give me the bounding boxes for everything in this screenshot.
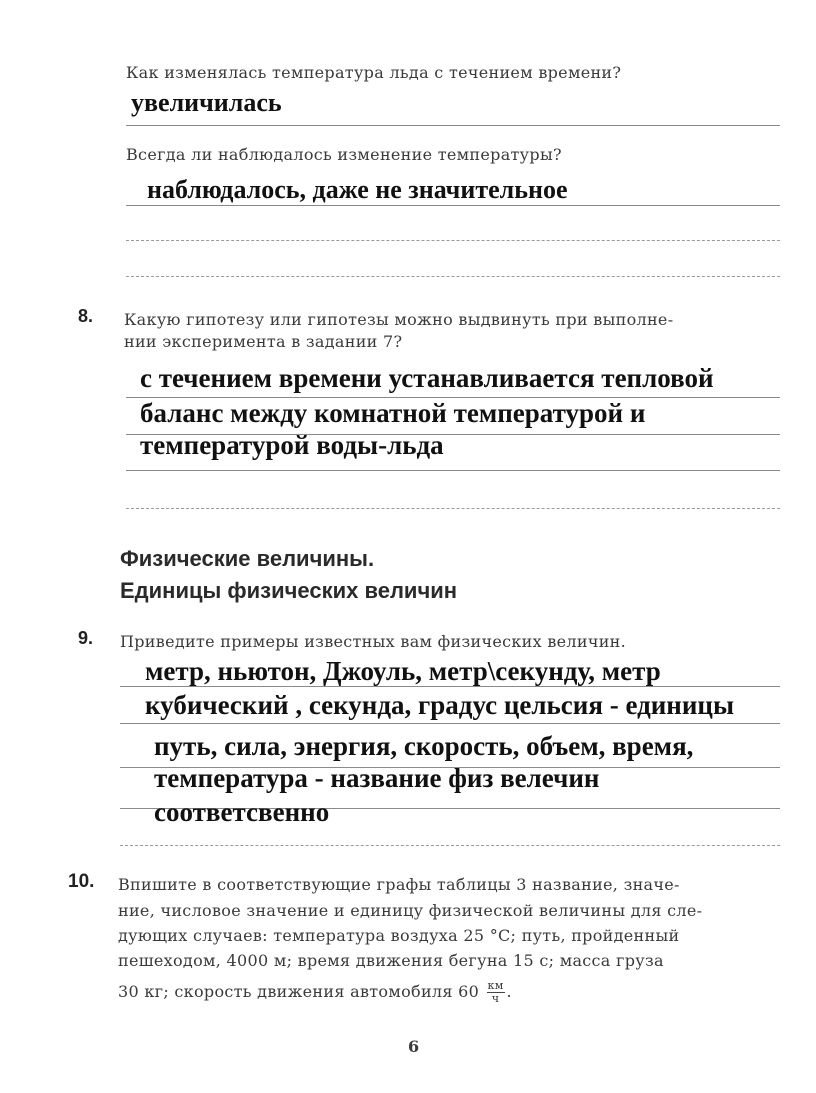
- unit-fraction: [487, 980, 505, 1005]
- answer-line: [120, 845, 780, 846]
- task8-question-line-1: Какую гипотезу или гипотезы можно выдвинуть при выполне-: [124, 310, 674, 329]
- unit-numerator: км: [487, 979, 504, 992]
- answer-line: [126, 276, 780, 277]
- task10-line-4: пешеходом, 4000 м; время движения бегуна 15 с; масса груза: [118, 951, 664, 970]
- task10-line-5-end: .: [506, 982, 512, 1001]
- answer-line: [120, 686, 780, 687]
- task-number-10: 10.: [68, 871, 95, 892]
- task8-answer-line-1: с течением времени устанавливается тепловой: [140, 363, 714, 393]
- answer-line: [126, 125, 780, 126]
- task8-answer-line-2: баланс между комнатной температурой и: [140, 398, 646, 428]
- unit-denominator: ч: [491, 992, 500, 1005]
- question-temperature-change: Всегда ли наблюдалось изменение температуры?: [126, 145, 562, 164]
- task10-line-5-text: 30 кг; скорость движения автомобиля 60: [118, 982, 480, 1001]
- task-number-9: 9.: [78, 628, 94, 648]
- section-title-line-2: Единицы физических величин: [120, 578, 458, 603]
- task10-line-5: [118, 980, 512, 1005]
- question-ice-temperature: Как изменялась температура льда с течением времени?: [126, 63, 622, 82]
- answer-line: [126, 508, 780, 509]
- answer-line: [126, 205, 780, 206]
- task8-question-line-2: нии эксперимента в задании 7?: [124, 332, 403, 351]
- answer-line: [120, 723, 780, 724]
- task9-answer-line-2: кубический , секунда, градус цельсия - единицы: [145, 690, 735, 720]
- task-number-8: 8.: [78, 306, 94, 326]
- task8-answer-line-3: температурой воды-льда: [140, 430, 444, 460]
- task9-question: Приведите примеры известных вам физических величин.: [120, 632, 627, 651]
- task9-answer-line-4: температура - название физ велечин: [154, 763, 600, 793]
- task10-line-2: ние, числовое значение и единицу физической величины для сле-: [118, 901, 703, 920]
- task10-line-1: Впишите в соответствующие графы таблицы 3 название, значе-: [118, 875, 680, 894]
- answer-line: [126, 240, 780, 241]
- section-title-line-1: Физические величины.: [120, 546, 375, 571]
- task10-line-3: дующих случаев: температура воздуха 25 °С; путь, пройденный: [118, 926, 680, 945]
- page-number: 6: [408, 1037, 420, 1056]
- task9-answer-line-5: соответсвенно: [154, 797, 330, 827]
- answer-ice-temperature: увеличилась: [131, 88, 282, 117]
- answer-temperature-change: наблюдалось, даже не значительное: [147, 175, 568, 204]
- task9-answer-line-3: путь, сила, энергия, скорость, объем, время,: [154, 731, 694, 761]
- answer-line: [126, 470, 780, 471]
- task9-answer-line-1: метр, ньютон, Джоуль, метр\секунду, метр: [145, 656, 661, 686]
